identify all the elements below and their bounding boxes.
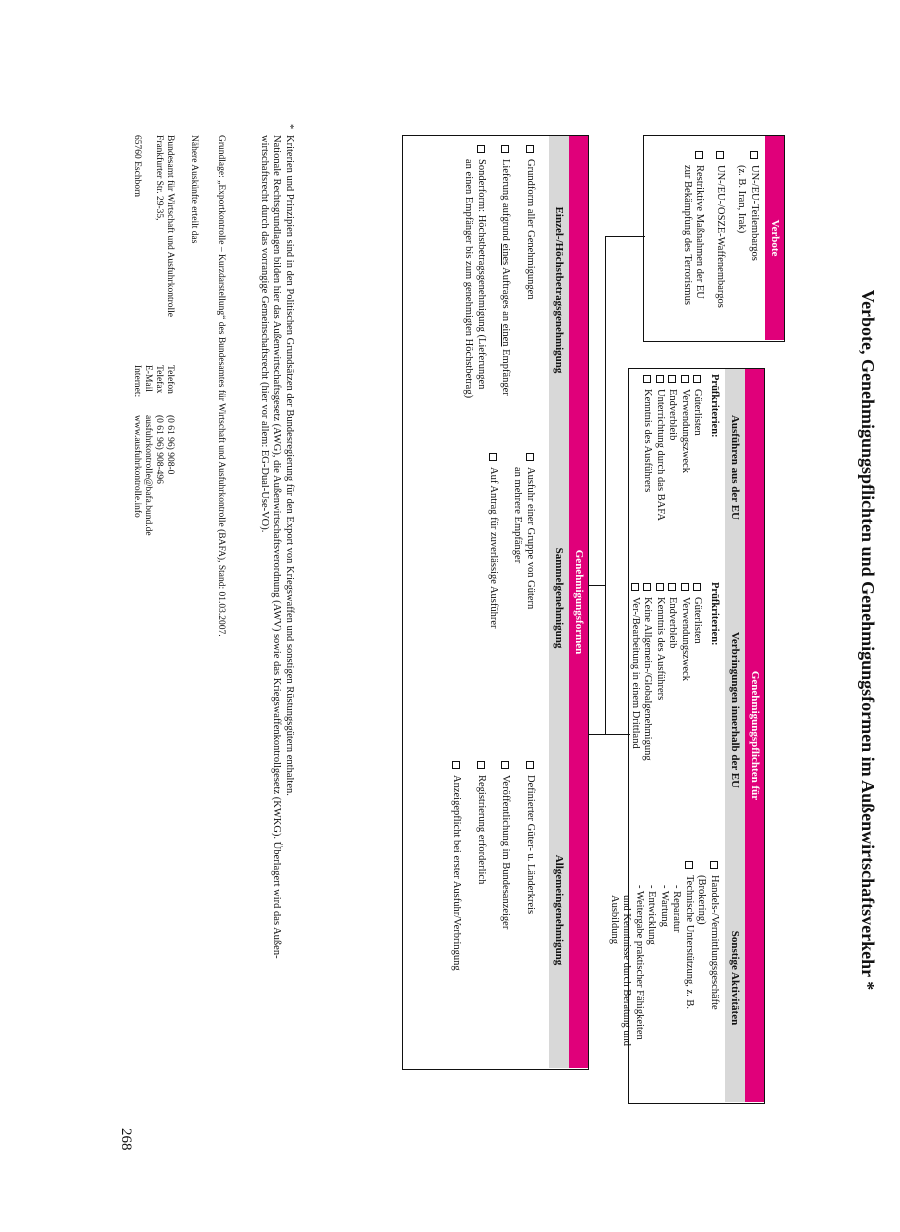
footnote-line: Kriterien und Prinzipien sind in den Politischen Grundsätzen der Bundesregierung für den Export von Kriegswaffen und sonstigen Rüstungsgütern enthalten.: [284, 135, 295, 796]
address-line: Bundesamt für Wirtschaft und Ausfuhrkontrolle: [165, 135, 175, 318]
pflichten-header: Genehmigungspflichten für: [745, 369, 764, 1102]
pflichten-col3-title: Sonstige Aktivitäten: [725, 854, 745, 1102]
contact-fax: (0 61 96) 908-496: [154, 415, 164, 484]
checkbox-icon: [453, 761, 461, 769]
verbote-item: Restriktive Maßnahmen der EU zur Bekämpfung des Terrorismus: [681, 150, 706, 335]
connector-line: [605, 236, 606, 734]
checkbox-icon: [477, 145, 485, 153]
contact-label: E-Mail: [143, 365, 153, 392]
verbote-list: [681, 150, 761, 335]
activity-sub: - Wartung: [659, 885, 670, 927]
formen-col2-title: Sammelgenehmigung: [549, 444, 569, 752]
checkbox-icon: [644, 583, 652, 591]
page-number: 268: [118, 1128, 134, 1151]
verbote-header: Verbote: [765, 136, 784, 340]
criterion: Kenntnis des Ausführers: [641, 374, 654, 564]
contact-email[interactable]: ausfuhrkontrolle@bafa.bund.de: [143, 415, 153, 536]
contact-values: [131, 415, 175, 615]
pflichten-col2: [629, 582, 721, 852]
contact-label: Telefon: [165, 365, 175, 394]
address-line: Frankfurter Str. 29-35,: [154, 135, 164, 221]
checkbox-icon: [681, 375, 689, 383]
checkbox-icon: [694, 375, 702, 383]
form-item: Veröffentlichung im Bundesanzeiger: [499, 760, 512, 1060]
footnote-line: wirtschaftsrecht durch das vorrangige Gemeinschaftsrecht (hier vor allem: EG-Dual-Use-VO).: [259, 135, 270, 533]
connector-line: [589, 585, 606, 586]
checkbox-icon: [710, 861, 718, 869]
criterion: Unterrichtung durch das BAFA: [654, 374, 667, 564]
formen-col3-title: Allgemeingenehmigung: [549, 752, 569, 1068]
checkbox-icon: [631, 583, 639, 591]
activity-sub: - Reparatur: [671, 885, 683, 933]
form-item: Lieferung aufgrund eines Auftrages an einen Empfänger: [499, 144, 512, 442]
activity: Technische Unterstützung, z. B.: [683, 860, 696, 1098]
formen-col1-title: Einzel-/Höchstbetragsgenehmigung: [549, 136, 569, 444]
pruefkriterien-label: Prüfkriterien:: [709, 582, 720, 646]
criterion: Verwendungszweck: [679, 374, 692, 564]
activity: Handels-/Vermittlungsgeschäfte (Brokering): [695, 860, 720, 1098]
pruefkriterien-label: Prüfkriterien:: [709, 374, 720, 438]
checkbox-icon: [750, 151, 758, 159]
formen-header: Genehmigungsformen: [569, 136, 588, 1068]
address-line: 65760 Eschborn: [132, 135, 142, 198]
checkbox-icon: [526, 453, 534, 461]
activity-sub: Ausbildung: [609, 895, 620, 945]
contact-phone: (0 61 96) 908-0: [165, 415, 175, 475]
form-item: Anzeigepflicht bei erster Ausfuhr/Verbringung: [450, 760, 463, 1060]
form-item: Auf Antrag für zuverlässige Ausführer: [487, 452, 500, 748]
footnote-line: Nationale Rechtsgrundlagen bilden hier das Außenwirtschaftsgesetz (AWG), die Außenwirtschaftsverordnung (AWV) sowie das Kriegswaffenkontrollgesetz (KWKG). Überlagert wird das Außen-: [271, 135, 283, 959]
checkbox-icon: [526, 761, 534, 769]
checkbox-icon: [669, 375, 677, 383]
checkbox-icon: [694, 583, 702, 591]
checkbox-icon: [696, 151, 704, 159]
checkbox-icon: [502, 145, 510, 153]
activity-sub: und Kenntnisse durch Beratung und: [621, 895, 633, 1047]
footnote-mark: *: [284, 124, 295, 130]
source-note: Grundlage: „Exportkontrolle – Kurzdarstellung“ des Bundesamtes für Wirtschaft und Ausfuhrkontrolle (BAFA), Stand: 01.03.2007.: [216, 135, 226, 637]
criterion: Endverbleib: [666, 374, 679, 564]
contact-label: Internet:: [132, 365, 142, 398]
checkbox-icon: [502, 761, 510, 769]
criterion: Güterlisten: [691, 374, 704, 564]
verbote-item: UN-/EU-/OSZE-Waffenembargos: [714, 150, 727, 335]
form-item: Ausfuhr einer Gruppe von Gütern an mehrere Empfänger: [511, 452, 536, 748]
criterion: Kenntnis des Ausführers: [654, 582, 667, 852]
pflichten-col1: [641, 374, 720, 564]
connector-line: [605, 236, 645, 237]
formen-col1: [462, 144, 536, 442]
criterion: Endverbleib: [666, 582, 679, 852]
checkbox-icon: [644, 375, 652, 383]
activity-sub: - Entwicklung: [646, 885, 658, 945]
criterion: Verwendungszweck: [679, 582, 692, 852]
checkbox-icon: [716, 151, 724, 159]
checkbox-icon: [477, 761, 485, 769]
checkbox-icon: [685, 861, 693, 869]
contact-label: Telefax: [154, 365, 164, 394]
checkbox-icon: [681, 583, 689, 591]
pflichten-col3: [608, 860, 721, 1098]
contact-website[interactable]: www.ausfuhrkontrolle.info: [132, 415, 142, 518]
form-item: Grundform aller Genehmigungen: [524, 144, 537, 442]
contact-intro: Nähere Auskünfte erteilt das: [189, 135, 199, 244]
form-item: Registrierung erforderlich: [475, 760, 488, 1060]
checkbox-icon: [656, 375, 664, 383]
pflichten-col1-title: Ausführen aus der EU: [725, 369, 745, 566]
criterion: Keine Allgemein-/Globalgenehmigung: [641, 582, 654, 852]
pflichten-col2-title: Verbringungen innerhalb der EU: [725, 566, 745, 854]
checkbox-icon: [489, 453, 497, 461]
form-item: Sonderform: Höchstbetragsgenehmigung (Lieferungen an einen Empfänger bis zum genehmigten Höchstbetrag): [462, 144, 487, 442]
formen-col3: [450, 760, 536, 1060]
footnote: [258, 124, 296, 1095]
contact-address: [131, 135, 175, 375]
criterion: Güterlisten: [691, 582, 704, 852]
verbote-item: UN-/EU-Teilembargos (z. B. Iran, Irak): [735, 150, 760, 335]
checkbox-icon: [669, 583, 677, 591]
connector-line: [584, 734, 630, 735]
formen-col2: [487, 452, 537, 748]
checkbox-icon: [656, 583, 664, 591]
activity-sub: - Weitergabe praktischer Fähigkeiten: [634, 885, 645, 1040]
form-item: Definierter Güter- u. Länderkreis: [524, 760, 537, 1060]
page-title: Verbote, Genehmigungspflichten und Genehmigungsformen im Außenwirtschaftsverkehr *: [858, 289, 878, 991]
criterion: Ver-/Bearbeitung in einem Drittland: [629, 582, 642, 852]
checkbox-icon: [526, 145, 534, 153]
